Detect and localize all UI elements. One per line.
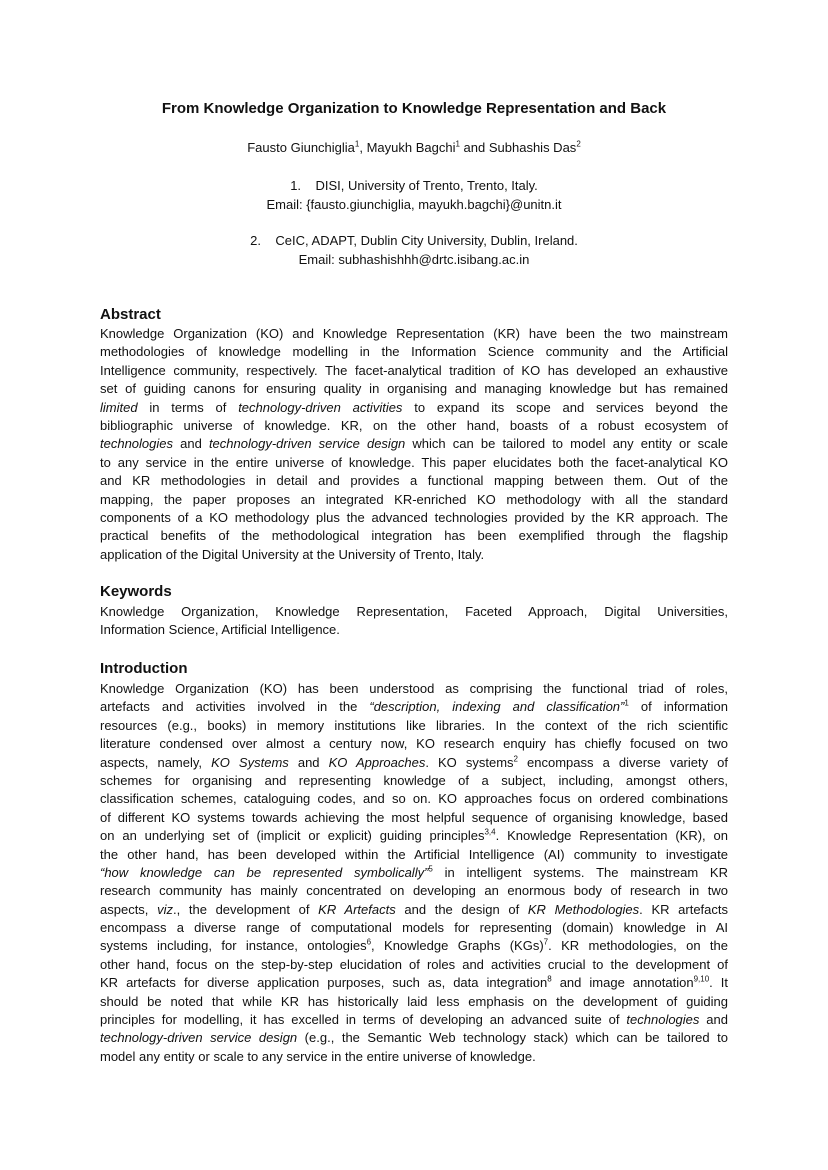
- text-line: [100, 680, 728, 698]
- text-line: [100, 901, 728, 919]
- text-line: [100, 603, 728, 621]
- author-name: Mayukh Bagchi: [366, 140, 456, 155]
- citation-mark: 3,4: [484, 827, 496, 837]
- citation-mark: 2: [513, 754, 518, 764]
- text-run: (e.g., the Semantic Web technology stack) which can be tailored to: [297, 1030, 728, 1046]
- text-line: [100, 509, 728, 527]
- text-line: [100, 472, 728, 490]
- text-run: and: [699, 1012, 728, 1028]
- italic-text: technologies: [626, 1012, 700, 1028]
- italic-text: technology-driven activities: [238, 399, 403, 415]
- text-run: artefacts and activities involved in the: [100, 699, 370, 715]
- text-run: and: [288, 754, 329, 770]
- text-line: [100, 527, 728, 545]
- text-run: Knowledge Organization, Knowledge Representation, Faceted Approach, Digital Universities,: [100, 604, 728, 619]
- text-run: model any entity or scale to any service in the entire universe of knowledge.: [100, 1048, 536, 1064]
- keywords-heading: Keywords: [100, 583, 172, 600]
- text-line: [100, 993, 728, 1011]
- citation-mark: 6: [366, 938, 372, 948]
- text-run: aspects, namely,: [100, 754, 212, 770]
- text-run: to any service in the entire universe of knowledge. This paper elucidates both the facet-analytical KO: [100, 454, 728, 470]
- text-run: resources (e.g., books) in memory institutions like libraries. In the context of the rich scientific: [100, 717, 728, 733]
- affiliation-email: Email: subhashishhh@drtc.isibang.ac.in: [298, 251, 530, 267]
- author-affiliation-mark: 1: [455, 139, 460, 149]
- text-run: classification schemes, cataloguing codes, and so on. KO approaches focus on ordered combinations: [100, 791, 728, 807]
- text-run: should be noted that while KR has historically laid less emphasis on the development of guiding: [100, 993, 728, 1009]
- text-run: encompass a diverse variety of: [517, 754, 729, 770]
- italic-text: technology-driven service design: [100, 1030, 298, 1046]
- citation-mark: 7: [543, 938, 549, 948]
- text-run: set of guiding canons for ensuring quality in organising and managing knowledge but has remained: [100, 381, 728, 397]
- text-line: [100, 735, 728, 753]
- text-run: in intelligent systems. The mainstream KR: [432, 864, 728, 880]
- text-line: [100, 698, 728, 716]
- affiliation-number: 1.: [290, 178, 302, 193]
- keywords-body: [100, 603, 728, 640]
- text-line: [100, 454, 728, 472]
- paper-title: From Knowledge Organization to Knowledge Representation and Back: [161, 100, 667, 117]
- text-line: [100, 864, 728, 882]
- text-line: [100, 435, 728, 453]
- italic-text: “description, indexing and classification”: [369, 699, 625, 715]
- text-run: . KR methodologies, on the: [548, 938, 728, 954]
- text-run: Knowledge Organization (KO) has been understood as comprising the functional triad of roles,: [100, 681, 728, 696]
- text-run: . KR artefacts: [639, 901, 729, 917]
- text-run: . It: [709, 975, 729, 991]
- text-line: [100, 621, 728, 639]
- text-run: and KR methodologies in detail and provides a functional mapping between them. Out of the: [100, 473, 728, 489]
- italic-text: KO Systems: [211, 754, 289, 770]
- text-run: Knowledge Organization (KO) and Knowledge Representation (KR) have been the two mainstream: [100, 326, 728, 341]
- author-name: Fausto Giunchiglia: [247, 140, 355, 155]
- text-run: and image annotation: [551, 975, 694, 991]
- text-run: schemes for organising and representing knowledge of a subject, including, amongst others,: [100, 772, 728, 788]
- text-run: mapping, the paper proposes an integrated KR-enriched KO methodology with all the standard: [100, 491, 728, 507]
- text-line: [100, 956, 728, 974]
- author-separator: ,: [359, 140, 367, 155]
- text-run: of information: [628, 699, 729, 715]
- text-line: [100, 772, 728, 790]
- text-run: practical benefits of the methodological integration has been exemplified through the flagship: [100, 528, 728, 544]
- text-run: systems including, for instance, ontologies: [100, 938, 367, 954]
- author-separator: and: [459, 140, 489, 155]
- affiliation-name: DISI, University of Trento, Trento, Italy.: [315, 178, 538, 193]
- text-line: [100, 919, 728, 937]
- text-run: in terms of: [137, 399, 239, 415]
- affiliation-number: 2.: [250, 233, 261, 248]
- text-run: Information Science, Artificial Intelligence.: [100, 622, 340, 638]
- text-run: , Knowledge Graphs (KGs): [371, 938, 544, 954]
- affiliation-line: [100, 177, 728, 196]
- italic-text: technologies: [100, 436, 173, 452]
- text-run: and the design of: [395, 901, 528, 917]
- text-line: [100, 882, 728, 900]
- text-line: [100, 1029, 728, 1047]
- text-run: components of a KO methodology plus the advanced technologies provided by the KR approach. The: [100, 509, 728, 525]
- text-run: Intelligence community, respectively. The facet-analytical tradition of KO has developed an exhaustive: [100, 362, 728, 378]
- text-line: [100, 937, 728, 955]
- author-list: [100, 140, 728, 155]
- text-line: [100, 399, 728, 417]
- text-run: of different KO systems towards achieving the most helpful sequence of organising knowledge, based: [100, 809, 728, 825]
- italic-text: technology-driven service design: [208, 436, 406, 452]
- introduction-heading: Introduction: [100, 660, 188, 677]
- text-line: [100, 362, 728, 380]
- italic-text: KR Artefacts: [318, 901, 396, 917]
- citation-mark: 8: [547, 974, 552, 984]
- text-line: [100, 1011, 728, 1029]
- author-affiliation-mark: 1: [354, 139, 360, 149]
- text-run: ., the development of: [172, 901, 319, 917]
- text-run: literature condensed over almost a century now, KO research enquiry has chiefly focused on two: [100, 736, 728, 752]
- text-run: aspects,: [100, 901, 158, 917]
- abstract-body: [100, 325, 728, 564]
- text-run: and: [173, 436, 209, 452]
- italic-text: KO Approaches: [328, 754, 426, 770]
- text-run: research community has mainly concentrated on developing an enormous body of research in two: [100, 883, 728, 899]
- author-name: Subhashis Das: [488, 140, 577, 155]
- text-line: [100, 491, 728, 509]
- citation-mark: 9,10: [693, 974, 710, 984]
- text-line: [100, 1048, 728, 1066]
- text-line: [100, 754, 728, 772]
- abstract-heading: Abstract: [100, 306, 161, 323]
- italic-text: “how knowledge can be represented symbolically”: [100, 864, 429, 880]
- text-line: [100, 827, 728, 845]
- text-run: principles for modelling, it has excelled in terms of developing an advanced suite of: [100, 1012, 627, 1028]
- text-line: [100, 343, 728, 361]
- text-run: methodologies of knowledge modelling in the Information Science community and the Artificial: [100, 344, 728, 360]
- italic-text: limited: [100, 399, 138, 415]
- text-run: on an underlying set of (implicit or explicit) guiding principles: [100, 828, 485, 844]
- text-run: bibliographic universe of knowledge. KR, on the other hand, boasts of a robust ecosystem of: [100, 417, 728, 433]
- text-run: . Knowledge Representation (KR), on: [495, 828, 728, 844]
- text-run: KR artefacts for diverse application purposes, such as, data integration: [100, 975, 548, 991]
- text-run: other hand, focus on the step-by-step elucidation of roles and activities crucial to the development of: [100, 956, 728, 972]
- text-line: [100, 325, 728, 343]
- text-run: . KO systems: [425, 754, 514, 770]
- citation-mark: 1: [624, 699, 629, 709]
- affiliation-1: [100, 177, 728, 214]
- affiliation-name: CeIC, ADAPT, Dublin City University, Dublin, Ireland.: [275, 233, 578, 248]
- affiliation-2: [100, 232, 728, 269]
- text-line: [100, 974, 728, 992]
- text-run: which can be tailored to model any entity or scale: [405, 436, 728, 452]
- citation-mark: 5: [428, 864, 433, 874]
- text-line: [100, 546, 728, 564]
- italic-text: viz: [157, 901, 173, 917]
- text-line: [100, 717, 728, 735]
- text-line: [100, 790, 728, 808]
- text-run: to expand its scope and services beyond the: [402, 399, 728, 415]
- text-run: encompass a diverse range of computational models for representing (domain) knowledge in AI: [100, 920, 728, 936]
- text-line: [100, 380, 728, 398]
- affiliation-line: [100, 232, 728, 251]
- italic-text: KR Methodologies: [527, 901, 640, 917]
- text-line: [100, 846, 728, 864]
- text-run: the other hand, has been developed within the Artificial Intelligence (AI) community to investigate: [100, 846, 728, 862]
- affiliation-email: Email: {fausto.giunchiglia, mayukh.bagchi}@unitn.it: [266, 196, 562, 212]
- text-run: application of the Digital University at the University of Trento, Italy.: [100, 546, 485, 562]
- author-affiliation-mark: 2: [576, 139, 581, 149]
- text-line: [100, 809, 728, 827]
- text-line: [100, 417, 728, 435]
- introduction-body: [100, 680, 728, 1066]
